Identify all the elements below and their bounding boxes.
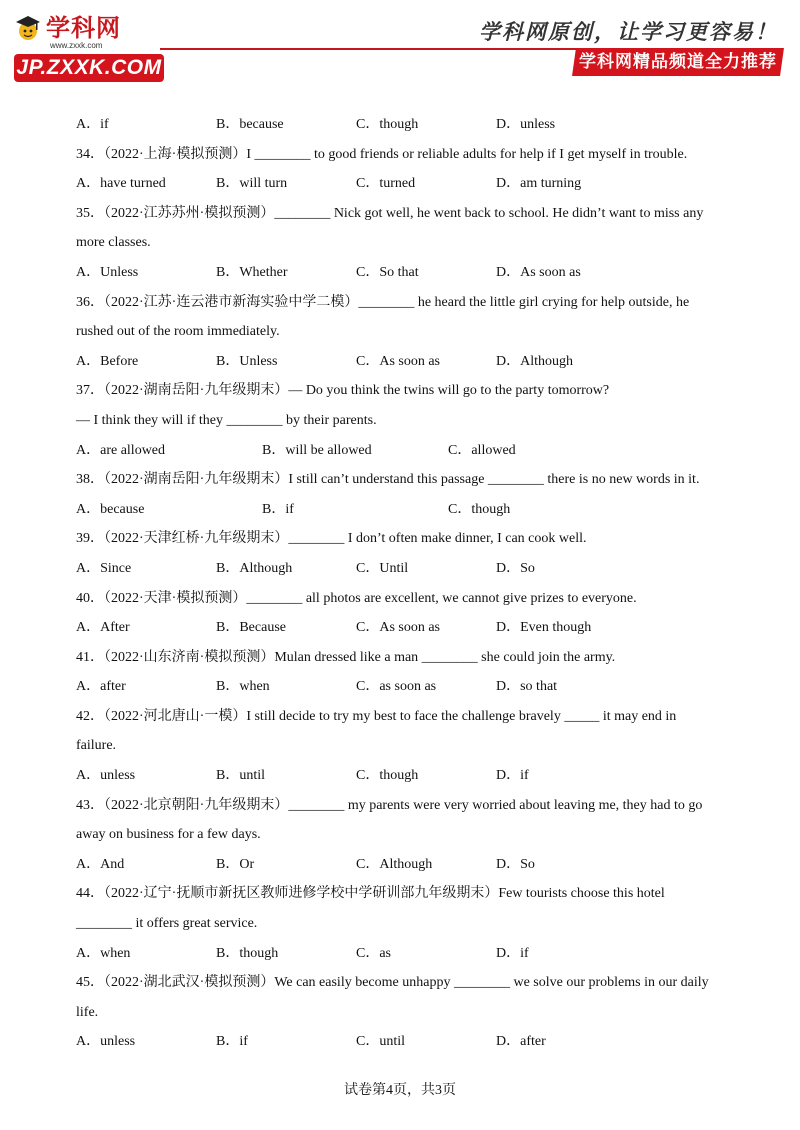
- channel-badge[interactable]: [572, 48, 784, 76]
- question-stem-line: 38．（2022·湖南岳阳·九年级期末）I still can’t understand this passage ________ there is no new words in it.: [76, 472, 700, 488]
- option: B．will be allowed: [262, 442, 372, 458]
- question-options: [76, 672, 726, 702]
- question-stem-line: 41．（2022·山东济南·模拟预测）Mulan dressed like a man ________ she could join the army.: [76, 649, 616, 665]
- question-stem-line: ________ it offers great service.: [76, 916, 258, 932]
- question-stem-line: 37．（2022·湖南岳阳·九年级期末）— Do you think the twins will go to the party tomorrow?: [76, 383, 610, 399]
- option: B．when: [216, 679, 270, 695]
- option: C．until: [356, 1034, 406, 1050]
- question-options: [76, 939, 726, 969]
- question-item: [76, 376, 726, 465]
- option: D．unless: [496, 117, 556, 132]
- option: A．Since: [76, 560, 132, 576]
- question-stem-line: away on business for a few days.: [76, 827, 261, 843]
- question-item: [76, 643, 726, 702]
- option: C．as soon as: [356, 679, 437, 695]
- option: A．Before: [76, 353, 139, 369]
- option: B．because: [216, 117, 284, 132]
- question-options: [76, 347, 726, 377]
- question-options: [76, 495, 726, 525]
- question-item: [76, 584, 726, 643]
- option: A．are allowed: [76, 442, 166, 458]
- question-options: [76, 850, 726, 880]
- question-item: [76, 702, 726, 791]
- option: C．As soon as: [356, 353, 441, 369]
- question-stem-line: more classes.: [76, 235, 151, 251]
- option: D．So: [496, 856, 535, 872]
- question-item: [76, 140, 726, 199]
- question-options: [76, 258, 726, 288]
- question-stem-line: 39．（2022·天津红桥·九年级期末）________ I don’t often make dinner, I can cook well.: [76, 531, 587, 547]
- logo-url: www.zxxk.com: [50, 41, 103, 50]
- option: A．if: [76, 117, 109, 132]
- option: B．Unless: [216, 353, 278, 369]
- question-item: [76, 199, 726, 288]
- option: D．As soon as: [496, 264, 581, 280]
- question-list: [76, 110, 726, 1057]
- option: A．when: [76, 945, 131, 961]
- q33-options: [76, 110, 726, 140]
- page-header: [0, 0, 800, 90]
- question-stem-line: failure.: [76, 738, 117, 754]
- question-stem-line: life.: [76, 1004, 99, 1020]
- question-options: [76, 436, 726, 466]
- option: D．So: [496, 560, 535, 576]
- option: D．am turning: [496, 176, 582, 192]
- option: C．though: [356, 768, 419, 784]
- question-options: [76, 554, 726, 584]
- option: C．though: [356, 117, 419, 132]
- question-stem-line: 40．（2022·天津·模拟预测）________ all photos are excellent, we cannot give prizes to everyone.: [76, 590, 637, 606]
- mascot-icon: [14, 13, 42, 43]
- option: C．allowed: [448, 442, 516, 458]
- option: B．Whether: [216, 264, 288, 280]
- option: A．After: [76, 620, 130, 636]
- question-options: [76, 169, 726, 199]
- option: D．after: [496, 1034, 546, 1050]
- option: B．Because: [216, 620, 286, 636]
- option: B．if: [216, 1034, 248, 1050]
- slogan: 学科网原创，让学习更容易！: [479, 19, 778, 44]
- option: D．if: [496, 768, 529, 784]
- option: B．Although: [216, 560, 293, 576]
- logo-text: 学科网: [46, 14, 121, 42]
- zxxk-logo[interactable]: [14, 10, 164, 82]
- option: D．Even though: [496, 620, 592, 636]
- option: B．will turn: [216, 176, 288, 192]
- option: B．if: [262, 501, 294, 517]
- logo-badge: JP.ZXXK.COM: [14, 54, 164, 82]
- page-footer: 试卷第4页，共3页: [344, 1083, 456, 1098]
- header-divider: [160, 48, 580, 50]
- question-item: [76, 465, 726, 524]
- option: B．though: [216, 945, 279, 961]
- option: A．have turned: [76, 176, 166, 192]
- question-stem-line: 43．（2022·北京朝阳·九年级期末）________ my parents were very worried about leaving me, they had to go: [76, 797, 703, 813]
- question-item: [76, 524, 726, 583]
- option: B．Or: [216, 856, 255, 872]
- option: C．Although: [356, 856, 433, 872]
- question-stem-line: 42．（2022·河北唐山·一模）I still decide to try my best to face the challenge bravely _____ it may end in: [76, 708, 677, 724]
- question-stem-line: 34．（2022·上海·模拟预测）I ________ to good friends or reliable adults for help if I get myself in trouble.: [76, 146, 688, 162]
- option: A．unless: [76, 1034, 136, 1050]
- option: A．unless: [76, 768, 136, 784]
- question-options: [76, 1027, 726, 1057]
- option: C．as: [356, 945, 391, 961]
- question-item: [76, 879, 726, 968]
- channel-badge-text: 学科网精品频道全力推荐: [579, 52, 777, 72]
- question-options: [76, 761, 726, 791]
- question-options: [76, 613, 726, 643]
- option: A．And: [76, 856, 125, 872]
- option: D．Although: [496, 353, 573, 369]
- option: D．so that: [496, 679, 558, 695]
- option: A．because: [76, 501, 145, 517]
- question-item: [76, 791, 726, 880]
- option: C．So that: [356, 264, 419, 280]
- option: D．if: [496, 945, 529, 961]
- question-stem-line: 44．（2022·辽宁·抚顺市新抚区教师进修学校中学研训部九年级期末）Few tourists choose this hotel: [76, 886, 665, 902]
- question-stem-line: rushed out of the room immediately.: [76, 324, 280, 340]
- option: C．Until: [356, 560, 409, 576]
- question-stem-line: 45．（2022·湖北武汉·模拟预测）We can easily become unhappy ________ we solve our problems in our daily: [76, 975, 709, 991]
- option: A．Unless: [76, 264, 139, 280]
- question-stem-line: — I think they will if they ________ by their parents.: [76, 412, 377, 428]
- option: C．As soon as: [356, 620, 441, 636]
- option: C．though: [448, 501, 511, 517]
- question-item: [76, 968, 726, 1057]
- question-item: [76, 288, 726, 377]
- question-stem-line: 36．（2022·江苏·连云港市新海实验中学二模）________ he heard the little girl crying for help outside, he: [76, 294, 690, 310]
- option: B．until: [216, 768, 266, 784]
- option: A．after: [76, 679, 126, 695]
- option: C．turned: [356, 176, 416, 192]
- question-stem-line: 35．（2022·江苏苏州·模拟预测）________ Nick got well, he went back to school. He didn’t want to miss any: [76, 205, 704, 221]
